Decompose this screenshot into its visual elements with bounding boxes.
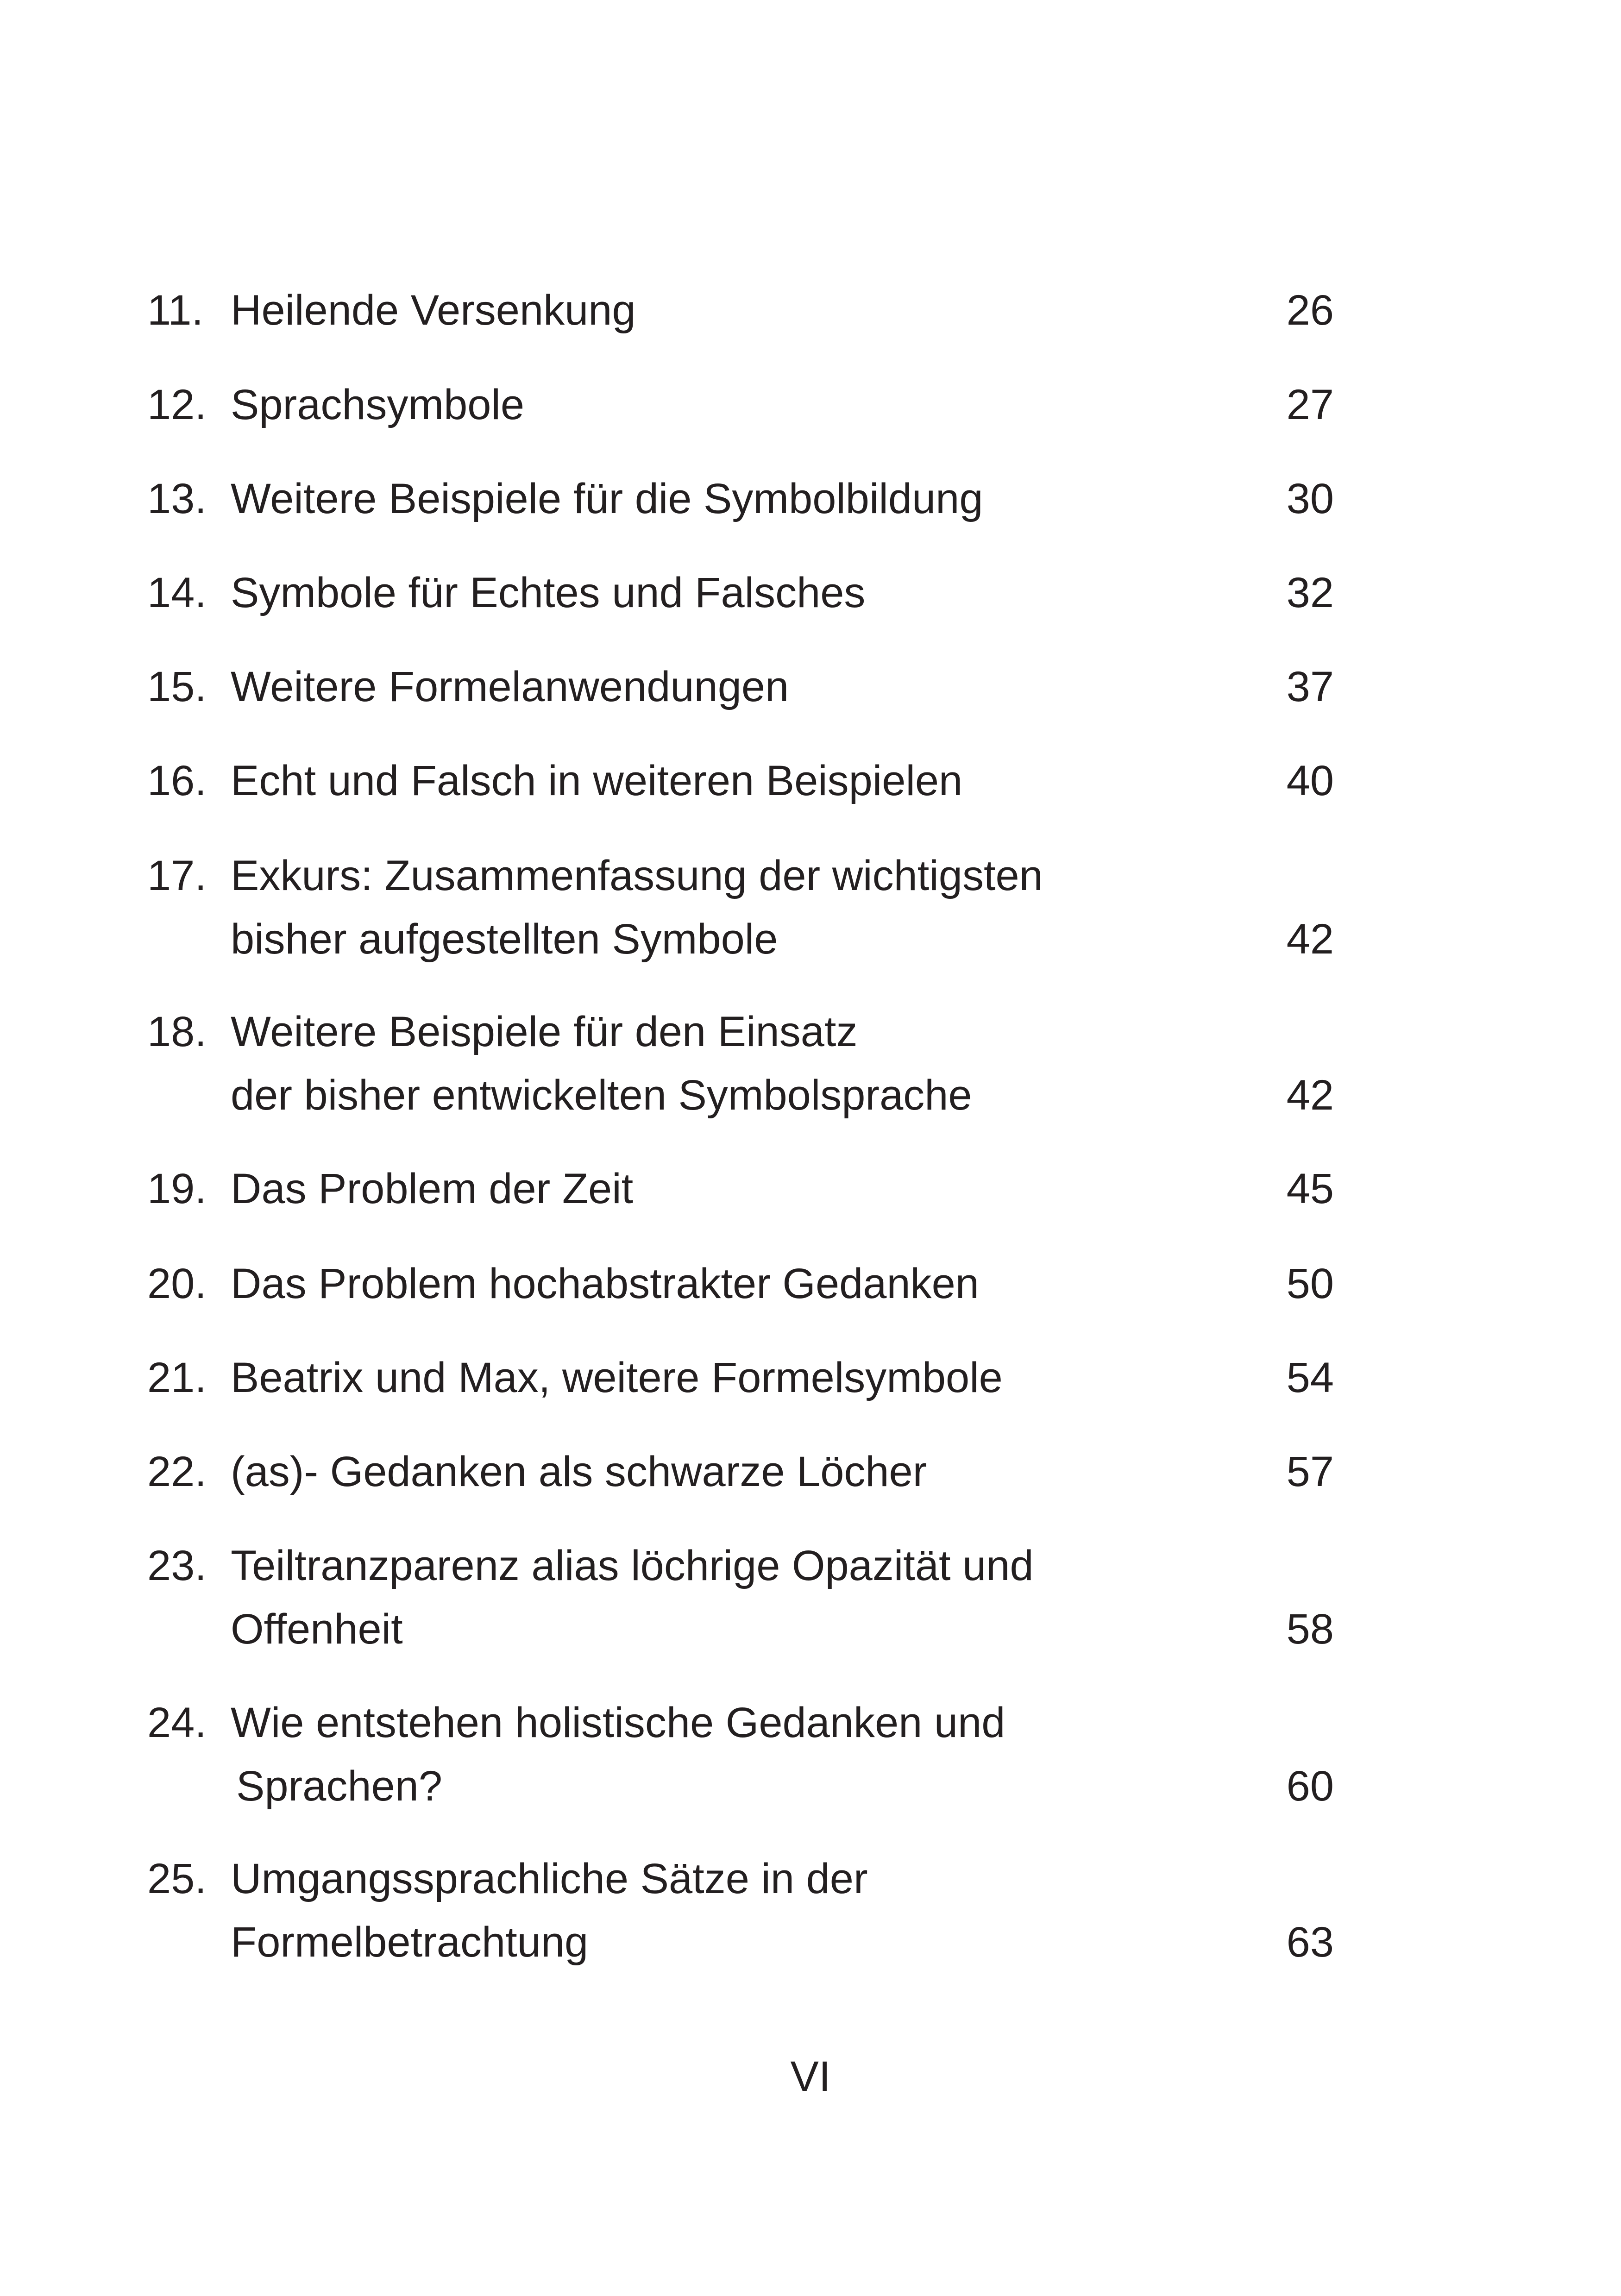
entry-page-number: 45 <box>1286 1165 1334 1212</box>
entry-title-line: Sprachen? <box>236 1763 442 1810</box>
entry-number: 17. <box>147 852 207 899</box>
entry-title <box>231 1450 927 1493</box>
entry-number: 12. <box>147 381 207 428</box>
entry-number: 22. <box>147 1448 207 1495</box>
entry-title <box>231 571 865 614</box>
entry-title-line: Das Problem hochabstrakter Gedanken <box>231 1260 979 1307</box>
entry-page-number: 26 <box>1286 287 1334 334</box>
entry-title <box>231 477 983 520</box>
entry-number: 21. <box>147 1354 207 1401</box>
entry-title-line: Teiltranzparenz alias löchrige Opazität und <box>231 1542 1034 1589</box>
entry-title <box>231 1356 1003 1399</box>
entry-title-line: Weitere Formelanwendungen <box>231 663 789 710</box>
entry-page-number: 50 <box>1286 1260 1334 1307</box>
entry-title-line: Exkurs: Zusammenfassung der wichtigsten <box>231 852 1043 899</box>
entry-page-number: 27 <box>1286 381 1334 428</box>
entry-number: 13. <box>147 475 207 522</box>
entry-title <box>231 1167 633 1210</box>
entry-title-line: Weitere Beispiele für den Einsatz <box>231 1008 858 1055</box>
page-number-footer: VI <box>790 2053 831 2100</box>
entry-number: 23. <box>147 1542 207 1589</box>
entry-title <box>231 759 962 802</box>
entry-number: 16. <box>147 757 207 804</box>
entry-page-number: 42 <box>1286 916 1334 963</box>
entry-page-number: 63 <box>1286 1919 1334 1966</box>
entry-title-line: Weitere Beispiele für die Symbolbildung <box>231 475 983 522</box>
entry-number: 11. <box>147 287 204 334</box>
entry-page-number: 57 <box>1286 1448 1334 1495</box>
entry-title <box>231 665 789 708</box>
entry-page-number: 58 <box>1286 1606 1334 1653</box>
entry-page-number: 40 <box>1286 757 1334 804</box>
entry-page-number: 60 <box>1286 1763 1334 1810</box>
entry-title-line: Heilende Versenkung <box>231 287 636 334</box>
entry-title-line: (as)- Gedanken als schwarze Löcher <box>231 1448 927 1495</box>
entry-number: 20. <box>147 1260 207 1307</box>
entry-title-line: Wie entstehen holistische Gedanken und <box>231 1699 1005 1746</box>
entry-title <box>231 383 524 426</box>
entry-title <box>231 1262 979 1305</box>
entry-title-line: bisher aufgestellten Symbole <box>231 916 778 963</box>
entry-title-line: Symbole für Echtes und Falsches <box>231 569 866 616</box>
entry-number: 25. <box>147 1855 207 1902</box>
entry-title <box>231 289 636 332</box>
entry-number: 15. <box>147 663 207 710</box>
entry-page-number: 30 <box>1286 475 1334 522</box>
entry-page-number: 37 <box>1286 663 1334 710</box>
entry-page-number: 42 <box>1286 1072 1334 1119</box>
entry-title-line: Echt und Falsch in weiteren Beispielen <box>231 757 963 804</box>
entry-title-line: Offenheit <box>231 1606 403 1653</box>
entry-title-line: der bisher entwickelten Symbolsprache <box>231 1072 972 1119</box>
entry-page-number: 54 <box>1286 1354 1334 1401</box>
entry-title <box>231 1542 1034 1653</box>
entry-title-line: Sprachsymbole <box>231 381 525 428</box>
entry-page-number: 32 <box>1286 569 1334 616</box>
entry-number: 19. <box>147 1165 207 1212</box>
entry-title-line: Formelbetrachtung <box>231 1919 589 1966</box>
entry-number: 24. <box>147 1699 207 1746</box>
entry-number: 14. <box>147 569 207 616</box>
entry-title-line: Das Problem der Zeit <box>231 1165 634 1212</box>
entry-title <box>231 1857 868 1964</box>
entry-title-line: Umgangssprachliche Sätze in der <box>231 1855 868 1902</box>
entry-title <box>231 852 1043 963</box>
entry-title <box>231 1010 972 1117</box>
entry-number: 18. <box>147 1008 207 1055</box>
entry-title <box>231 1699 1005 1810</box>
entry-title-line: Beatrix und Max, weitere Formelsymbole <box>231 1354 1003 1401</box>
